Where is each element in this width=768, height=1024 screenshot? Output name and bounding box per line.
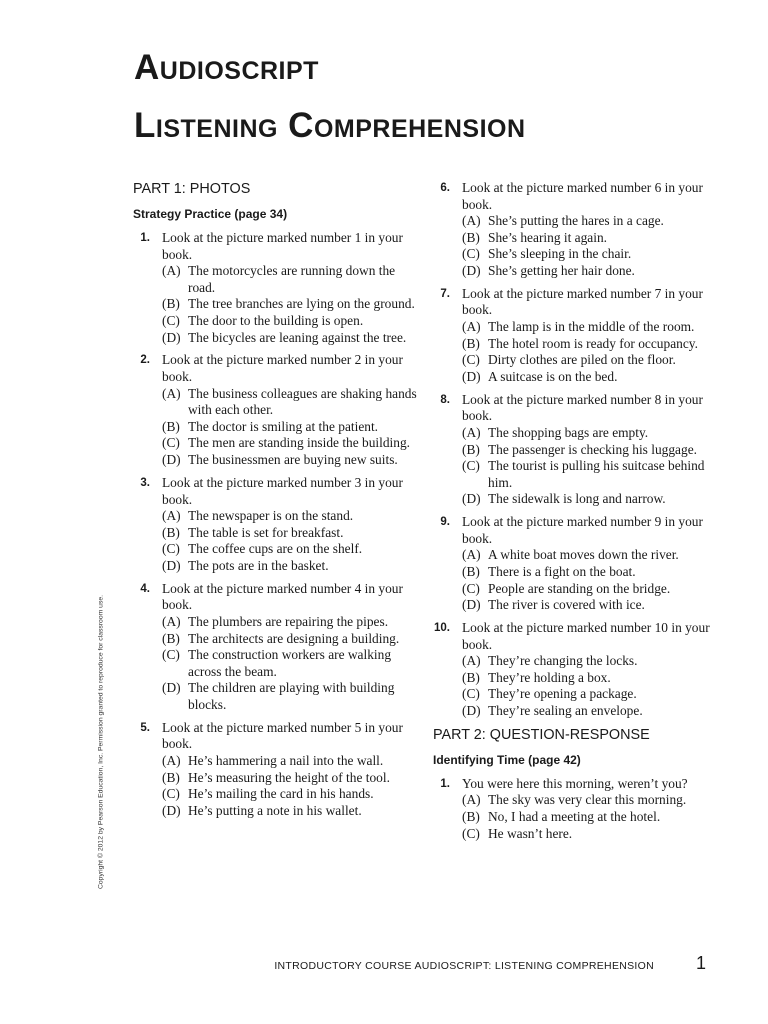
option-letter: (C) — [162, 312, 180, 328]
option-letter: (D) — [462, 597, 481, 613]
option-letter: (A) — [462, 547, 481, 563]
option-text: The bicycles are leaning against the tree. — [188, 329, 407, 345]
list-item — [133, 230, 423, 346]
option-text: They’re opening a package. — [488, 686, 637, 702]
answer-option — [162, 680, 423, 713]
option-letter: (B) — [162, 769, 180, 785]
answer-option — [462, 670, 723, 687]
option-letter: (C) — [462, 580, 480, 596]
answer-option — [462, 319, 723, 336]
option-letter: (B) — [462, 809, 480, 825]
option-letter: (B) — [162, 524, 180, 540]
option-text: She’s sleeping in the chair. — [488, 246, 632, 262]
answer-option — [162, 786, 423, 803]
list-item — [433, 180, 723, 280]
option-text: No, I had a meeting at the hotel. — [488, 809, 661, 825]
option-letter: (A) — [162, 263, 181, 279]
item-number: 4. — [140, 582, 150, 595]
item-prompt: You were here this morning, weren’t you? — [462, 775, 688, 791]
answer-option — [462, 809, 723, 826]
list-item — [433, 392, 723, 508]
answer-option — [462, 597, 723, 614]
list-item — [133, 581, 423, 714]
option-text: They’re sealing an envelope. — [488, 703, 643, 718]
option-text: The pots are in the basket. — [188, 557, 329, 573]
item-prompt: Look at the picture marked number 3 in your book. — [162, 474, 403, 507]
item-prompt: Look at the picture marked number 10 in your book. — [462, 620, 710, 652]
option-letter: (B) — [462, 229, 480, 245]
answer-option — [462, 369, 723, 386]
answer-option — [462, 336, 723, 353]
answer-option — [162, 631, 423, 648]
option-letter: (D) — [462, 368, 481, 384]
answer-option — [462, 425, 723, 442]
option-text: A white boat moves down the river. — [488, 547, 679, 563]
answer-option — [162, 558, 423, 575]
option-text: He’s putting a note in his wallet. — [188, 802, 362, 818]
option-text: The newspaper is on the stand. — [188, 508, 354, 524]
item-number: 6. — [440, 182, 450, 194]
option-letter: (C) — [162, 786, 180, 802]
answer-option — [162, 386, 423, 419]
option-text: The river is covered with ice. — [488, 597, 645, 613]
part1-heading: PART 1: PHOTOS — [133, 181, 251, 197]
list-item — [433, 620, 723, 720]
answer-option — [162, 296, 423, 313]
option-text: They’re holding a box. — [488, 669, 611, 685]
list-item — [133, 352, 423, 468]
option-letter: (B) — [462, 669, 480, 685]
option-letter: (B) — [162, 418, 180, 434]
item-prompt: Look at the picture marked number 7 in your book. — [462, 285, 703, 318]
answer-option — [162, 541, 423, 558]
answer-option — [162, 452, 423, 469]
option-text: The construction workers are walking across the beam. — [188, 647, 392, 679]
option-text: The door to the building is open. — [188, 312, 364, 328]
option-letter: (C) — [462, 246, 480, 262]
option-letter: (C) — [462, 352, 480, 368]
option-letter: (C) — [162, 435, 180, 451]
option-letter: (B) — [462, 563, 480, 579]
item-number: 2. — [140, 354, 150, 367]
option-text: The table is set for breakfast. — [188, 524, 344, 540]
copyright-notice: Copyright © 2012 by Pearson Education, Inc. Permission granted to reproduce for classroom use. — [97, 594, 105, 890]
page-number: 1 — [696, 953, 707, 973]
part2-list — [433, 776, 723, 842]
right-column — [433, 180, 723, 849]
option-letter: (D) — [162, 452, 181, 468]
part2-heading: PART 2: QUESTION-RESPONSE — [433, 726, 650, 743]
answer-option — [462, 230, 723, 247]
item-number: 3. — [140, 476, 150, 489]
option-text: The motorcycles are running down the road. — [188, 263, 396, 295]
option-text: The coffee cups are on the shelf. — [188, 541, 363, 557]
option-text: He’s measuring the height of the tool. — [188, 769, 390, 785]
answer-option — [162, 647, 423, 680]
item-prompt: Look at the picture marked number 9 in your book. — [462, 514, 703, 546]
footer-subject: LISTENING COMPREHENSION — [494, 960, 654, 972]
option-letter: (D) — [162, 680, 181, 696]
option-letter: (A) — [462, 792, 481, 808]
option-text: The doctor is smiling at the patient. — [188, 418, 379, 434]
answer-option — [462, 653, 723, 670]
option-text: He’s hammering a nail into the wall. — [188, 753, 384, 768]
part2-subheading: Identifying Time (page 42) — [433, 752, 581, 767]
answer-option — [462, 442, 723, 459]
answer-option — [162, 525, 423, 542]
option-text: The businessmen are buying new suits. — [188, 452, 398, 468]
item-number: 8. — [440, 393, 450, 406]
option-letter: (B) — [162, 630, 180, 646]
list-item — [433, 514, 723, 614]
option-text: He wasn’t here. — [488, 825, 573, 841]
answer-option — [162, 313, 423, 330]
item-prompt: Look at the picture marked number 4 in your book. — [162, 580, 403, 613]
footer-course: INTRODUCTORY COURSE AUDIOSCRIPT: — [274, 960, 495, 972]
list-item — [433, 286, 723, 386]
answer-option — [462, 547, 723, 564]
option-letter: (B) — [162, 296, 180, 312]
answer-option — [162, 263, 423, 296]
item-number: 7. — [440, 287, 450, 300]
option-letter: (A) — [462, 213, 481, 229]
option-text: The business colleagues are shaking hands with each other. — [188, 385, 417, 418]
option-text: The sky was very clear this morning. — [488, 792, 687, 808]
answer-option — [462, 792, 723, 809]
option-letter: (C) — [462, 458, 480, 474]
footer — [274, 960, 654, 972]
option-text: A suitcase is on the bed. — [488, 368, 618, 384]
answer-option — [462, 246, 723, 263]
option-letter: (D) — [462, 703, 481, 718]
option-text: They’re changing the locks. — [488, 653, 638, 669]
answer-option — [462, 826, 723, 843]
left-column — [133, 180, 423, 826]
option-text: People are standing on the bridge. — [488, 580, 671, 596]
answer-option — [162, 770, 423, 787]
option-text: The plumbers are repairing the pipes. — [188, 613, 389, 629]
item-number: 1. — [440, 777, 450, 790]
option-letter: (D) — [162, 557, 181, 573]
option-text: The sidewalk is long and narrow. — [488, 491, 666, 507]
answer-option — [162, 753, 423, 770]
part1-list-right — [433, 180, 723, 720]
option-letter: (A) — [462, 424, 481, 440]
option-text: The children are playing with building blocks. — [188, 680, 395, 712]
option-letter: (C) — [162, 541, 180, 557]
item-prompt: Look at the picture marked number 5 in your book. — [162, 719, 403, 752]
item-number: 5. — [140, 721, 150, 734]
option-text: There is a fight on the boat. — [488, 563, 636, 579]
item-prompt: Look at the picture marked number 8 in your book. — [462, 391, 703, 424]
option-letter: (A) — [462, 319, 481, 335]
option-text: She’s getting her hair done. — [488, 262, 635, 278]
answer-option — [162, 803, 423, 820]
option-text: The tree branches are lying on the ground. — [188, 296, 415, 312]
option-letter: (C) — [162, 647, 180, 663]
item-number: 10. — [434, 622, 450, 635]
option-letter: (B) — [462, 441, 480, 457]
answer-option — [462, 581, 723, 598]
option-text: The architects are designing a building. — [188, 630, 400, 646]
option-letter: (B) — [462, 335, 480, 351]
option-text: The lamp is in the middle of the room. — [488, 319, 695, 335]
option-text: The passenger is checking his luggage. — [488, 441, 697, 457]
option-letter: (D) — [162, 329, 181, 345]
option-letter: (A) — [162, 613, 181, 629]
option-letter: (D) — [462, 491, 481, 507]
answer-option — [462, 458, 723, 491]
option-letter: (A) — [162, 508, 181, 524]
option-text: He’s mailing the card in his hands. — [188, 786, 374, 802]
option-text: Dirty clothes are piled on the floor. — [488, 352, 676, 368]
answer-option — [162, 614, 423, 631]
answer-option — [462, 564, 723, 581]
option-text: The shopping bags are empty. — [488, 424, 649, 440]
option-text: She’s hearing it again. — [488, 229, 607, 245]
option-text: The men are standing inside the building. — [188, 435, 411, 451]
list-item — [133, 475, 423, 575]
list-item — [133, 720, 423, 820]
item-number: 9. — [440, 516, 450, 529]
option-text: She’s putting the hares in a cage. — [488, 213, 664, 229]
item-prompt: Look at the picture marked number 2 in your book. — [162, 352, 403, 385]
option-text: The tourist is pulling his suitcase behind him. — [488, 458, 705, 490]
part1-list-left — [133, 230, 423, 819]
item-number: 1. — [140, 232, 150, 244]
list-item — [433, 776, 723, 842]
answer-option — [462, 263, 723, 280]
option-letter: (C) — [462, 686, 480, 702]
part1-subheading: Strategy Practice (page 34) — [133, 207, 288, 221]
answer-option — [462, 352, 723, 369]
item-prompt: Look at the picture marked number 6 in your book. — [462, 180, 703, 212]
title-listening-comprehension: Listening Comprehension — [134, 106, 526, 145]
option-letter: (A) — [162, 385, 181, 401]
answer-option — [162, 419, 423, 436]
answer-option — [162, 330, 423, 347]
answer-option — [462, 491, 723, 508]
option-letter: (A) — [162, 753, 181, 768]
title-audioscript: Audioscript — [134, 48, 319, 87]
option-letter: (A) — [462, 653, 481, 669]
option-letter: (C) — [462, 825, 480, 841]
answer-option — [462, 213, 723, 230]
option-letter: (D) — [162, 802, 181, 818]
item-prompt: Look at the picture marked number 1 in your book. — [162, 230, 403, 262]
answer-option — [162, 508, 423, 525]
option-text: The hotel room is ready for occupancy. — [488, 335, 698, 351]
answer-option — [462, 686, 723, 703]
answer-option — [162, 435, 423, 452]
answer-option — [462, 703, 723, 720]
option-letter: (D) — [462, 262, 481, 278]
